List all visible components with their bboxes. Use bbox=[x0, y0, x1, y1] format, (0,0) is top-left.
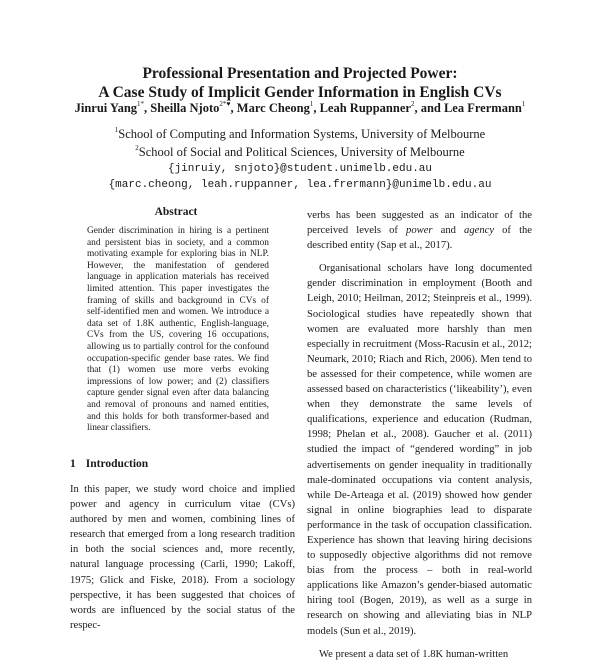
paragraph: Organisational scholars have long documented gender discrimination in employment (Booth and Leigh, 2010; Heilman, 2012; Steinpreis et al., 1999). Sociological studies have repeatedly shown that women are evaluated more harshly than men especially in recruitment (Moss-Racusin et al., 2012; Neumark, 2010; Riach and Rich, 2006). Men tend to be assessed for their competence, while women are assessed based on characteristics (‘likeability’), even when they demonstrate the same levels of qualifications, experience and education (Rudman, 1998; Phelan et al., 2008). Gaucher et al. (2011) studied the impact of “gendered wording” in job advertisements on gender inequality in traditionally male-dominated occupations via content analysis, while De-Arteaga et al. (2019) showed how gender signal in online biographies lead to disparate performance in the task of occupation classification. Experience has shown that leaving hiring decisions to supposedly objective algorithms did not remove bias from the process – both in real-world applications like Amazon’s gender-biased automatic hiring tool (Bogen, 2019), as well as a surge in research on showing and alleviating bias in NLP models (Sun et al., 2019). bbox=[307, 263, 532, 637]
introduction-text: In this paper, we study word choice and implied power and agency in curriculum vitae (CVs) authored by men and women, combining lines of research that emerged from a long research tradition in both the social sciences and, more recently, natural language processing (Carli, 1990; Lakoff, 1975; Glick and Fiske, 2018). From a sociology perspective, it has been suggested that choices of words are influenced by the social status of the respec- bbox=[70, 484, 295, 631]
title-line-1: Professional Presentation and Projected Power: bbox=[142, 65, 458, 82]
affiliation-2: $^2$School of Social and Political Sciences, University of Melbourne bbox=[135, 144, 465, 159]
author-list: Jinrui Yang$^{1*}$, Sheilla Njoto$^{2*♥}$, Marc Cheong$^1$, Leah Ruppanner$^2$, and Lea Frermann$^1$ bbox=[74, 100, 526, 115]
paragraph: verbs has been suggested as an indicator of the perceived levels of power and agency of the described entity (Sap et al., 2017). bbox=[307, 210, 533, 252]
abstract-heading: Abstract bbox=[154, 206, 198, 218]
author: Marc Cheong$^1$ bbox=[236, 100, 314, 115]
paper-title bbox=[0, 64, 600, 102]
author: Lea Frermann$^1$ bbox=[443, 100, 526, 115]
right-column bbox=[307, 208, 532, 662]
affiliation-1: $^1$School of Computing and Information Systems, University of Melbourne bbox=[114, 126, 486, 141]
title-line-2: A Case Study of Implicit Gender Information in English CVs bbox=[98, 84, 502, 101]
abstract-text: Gender discrimination in hiring is a pertinent and persistent bias in society, and a common motivating example for exploring bias in NLP. However, the manifestation of gendered language in application materials has received limited attention. This paper investigates the framing of skills and background in CVs of self-identified men and women. We introduce a data set of 1.8K authentic, English-language, CVs from the US, covering 16 occupations, allowing us to partially control for the confound occupation-specific gender base rates. We find that (1) women use more verbs evoking impressions of low power; and (2) classifiers capture gender signal even after data balancing and removal of pronouns and named entities, and this holds for both transformer-based and linear classifiers. bbox=[87, 226, 269, 434]
author: Leah Ruppanner$^2$ bbox=[319, 100, 415, 115]
email-line-1: {jinruiy, snjoto}@student.unimelb.edu.au bbox=[167, 163, 433, 175]
paragraph: We present a data set of 1.8K human-written bbox=[319, 648, 509, 660]
author: Sheilla Njoto$^{2*♥}$ bbox=[150, 100, 231, 115]
section-heading: 1 Introduction bbox=[70, 458, 149, 470]
email-line-2: {marc.cheong, leah.ruppanner, lea.frermann}@unimelb.edu.au bbox=[108, 179, 492, 191]
author: Jinrui Yang$^{1*}$ bbox=[74, 100, 145, 115]
